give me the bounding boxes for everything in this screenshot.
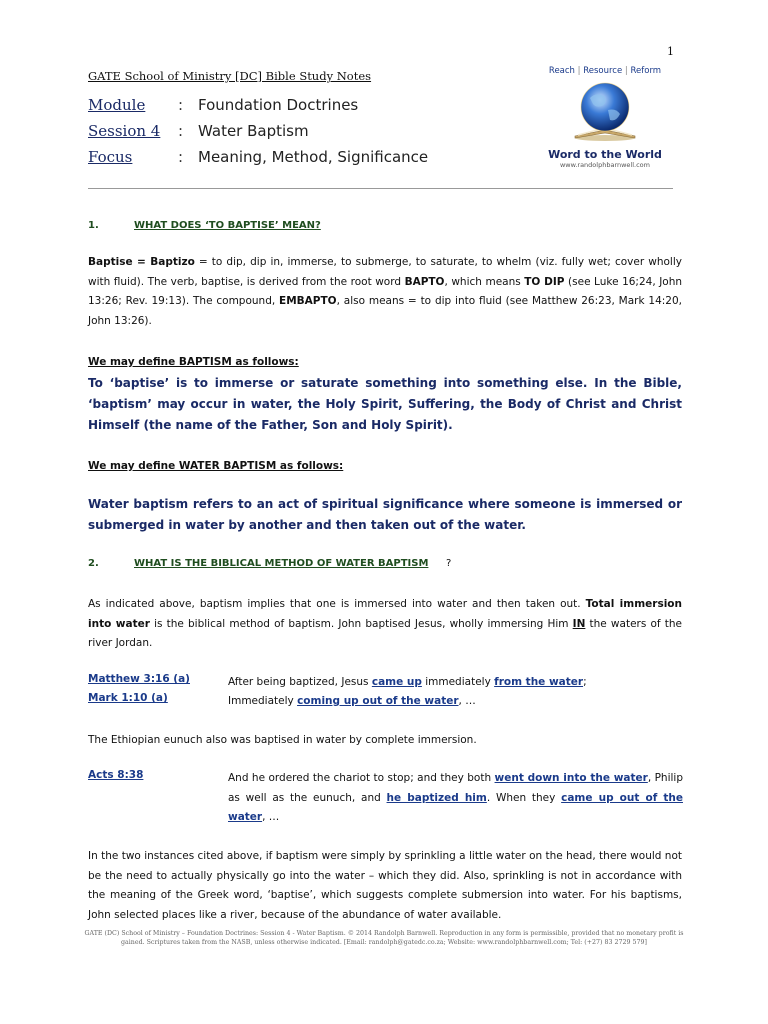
session-row (88, 122, 488, 142)
ethiopian-paragraph: The Ethiopian eunuch also was baptised in water by complete immersion. (88, 734, 477, 746)
header-divider (88, 188, 673, 189)
highlight: came up out of the water (228, 791, 683, 823)
text: , … (262, 811, 280, 823)
text: Immediately (228, 695, 298, 707)
tag-reform: Reform (630, 66, 662, 76)
term-embapto: EMBAPTO (279, 295, 337, 307)
highlight: from the water (494, 676, 584, 688)
text: , Philip as well as the eunuch, and (228, 772, 683, 804)
highlight: went down into the water (494, 772, 648, 784)
term-bapto: BAPTO (404, 275, 445, 288)
water-baptism-definition-title: We may define WATER BAPTISM as follows: (88, 460, 344, 472)
text: , which means (444, 275, 525, 288)
ref-matthew-text (228, 673, 683, 693)
ref-matthew[interactable]: Matthew 3:16 (a) (88, 673, 190, 685)
sprinkling-paragraph: In the two instances cited above, if baptism were simply by sprinkling a little water on the head, there would not be the need to actually physically go into the water – which they did. Also, sprinkling is not in accordance with the meaning of the Greek word, ‘baptise’, which suggests complete submersion into water. For his baptisms, John selected places like a river, because of the abundance of water available. (88, 850, 682, 921)
section-1-paragraph (88, 253, 682, 331)
highlight: he baptized him (386, 791, 487, 804)
baptism-definition: To ‘baptise’ is to immerse or saturate something into something else. In the Bible, ‘baptism’ may occur in water, the Holy Spirit, Suffering, the Body of Christ and Christ Himself (the name of the Father, Son and Holy Spirit). (88, 376, 682, 432)
ref-acts[interactable]: Acts 8:38 (88, 769, 144, 781)
text: And he ordered the chariot to stop; and they both (228, 772, 495, 784)
tag-reach: Reach (548, 66, 575, 76)
ref-mark-text (228, 692, 683, 712)
school-title: GATE School of Ministry [DC] Bible Study Notes (88, 69, 372, 83)
section-2-title-text: WHAT IS THE BIBLICAL METHOD OF WATER BAPTISM (134, 558, 429, 569)
text: = to dip, dip in, immerse, to submerge, to saturate, to whelm (viz. fully wet; cover wholly with fluid). The verb, baptise, is derived from the root word (88, 256, 682, 288)
module-label: Module (88, 96, 146, 114)
highlight: came up (371, 676, 422, 688)
focus-value: Meaning, Method, Significance (198, 148, 429, 166)
module-value: Foundation Doctrines (198, 96, 359, 114)
ref-acts-text (228, 769, 683, 828)
baptism-definition-title: We may define BAPTISM as follows: (88, 356, 299, 368)
text: . When they (486, 791, 562, 804)
text: (see Luke 16;24, John 13:26; Rev. 19:13). The compound, (88, 275, 683, 307)
module-separator: : (178, 96, 184, 114)
module-row (88, 96, 488, 116)
section-2-number: 2. (88, 558, 99, 569)
section-2-title (134, 558, 428, 569)
term-in: IN (572, 617, 586, 630)
logo-tagline (540, 66, 670, 76)
page-footer: GATE (DC) School of Ministry – Foundation Doctrines: Session 4 - Water Baptism. © 2014 Randolph Barnwell. Reproduction in any form is permissible, provided that no monetary profit is gained. Scriptures taken from the NASB, unless otherwise indicated. [Email: randolph@gatedc.co.za; Website: www.randolphbarnwell.com; Tel: (+27) 83 2729 579] (84, 930, 684, 946)
term-to-dip: TO DIP (524, 275, 565, 288)
text: After being baptized, Jesus (228, 676, 372, 688)
session-label: Session 4 (88, 122, 161, 140)
logo-name: Word to the World (548, 148, 662, 161)
logo-url: www.randolphbarnwell.com (559, 161, 650, 169)
text: , … (458, 695, 476, 707)
ref-mark[interactable]: Mark 1:10 (a) (88, 692, 168, 704)
focus-label: Focus (88, 148, 133, 166)
text: immediately (421, 676, 495, 688)
text: , also means = to dip into fluid (see Matthew 26:23, Mark 14:20, John 13:26). (88, 295, 682, 327)
text: ; (583, 676, 587, 688)
focus-separator: : (178, 148, 184, 166)
tag-resource: Resource (583, 66, 623, 76)
tag-sep: | (577, 66, 581, 76)
term-baptise: Baptise = Baptizo (88, 256, 195, 268)
text: the waters of the river Jordan. (88, 617, 682, 649)
term-total-immersion: Total immersion into water (88, 598, 682, 630)
section-1-number: 1. (88, 220, 99, 231)
focus-row (88, 148, 488, 168)
page-number: 1 (667, 45, 674, 58)
word-to-the-world-logo (540, 66, 670, 176)
globe-book-icon (560, 80, 650, 142)
text: is the biblical method of baptism. John baptised Jesus, wholly immersing Him (149, 617, 573, 630)
tag-sep: | (624, 66, 628, 76)
section-1-title: WHAT DOES ‘TO BAPTISE’ MEAN? (134, 220, 321, 231)
text: As indicated above, baptism implies that one is immersed into water and then taken out. (88, 598, 586, 610)
section-2-paragraph (88, 595, 682, 654)
section-2-heading (88, 558, 538, 572)
water-baptism-definition: Water baptism refers to an act of spiritual significance where someone is immersed or submerged in water by another and then taken out of the water. (88, 497, 682, 532)
session-value: Water Baptism (198, 122, 309, 140)
section-1-heading (88, 220, 488, 234)
highlight: coming up out of the water (297, 695, 459, 707)
session-separator: : (178, 122, 184, 140)
section-2-title-suffix: ? (446, 558, 452, 569)
